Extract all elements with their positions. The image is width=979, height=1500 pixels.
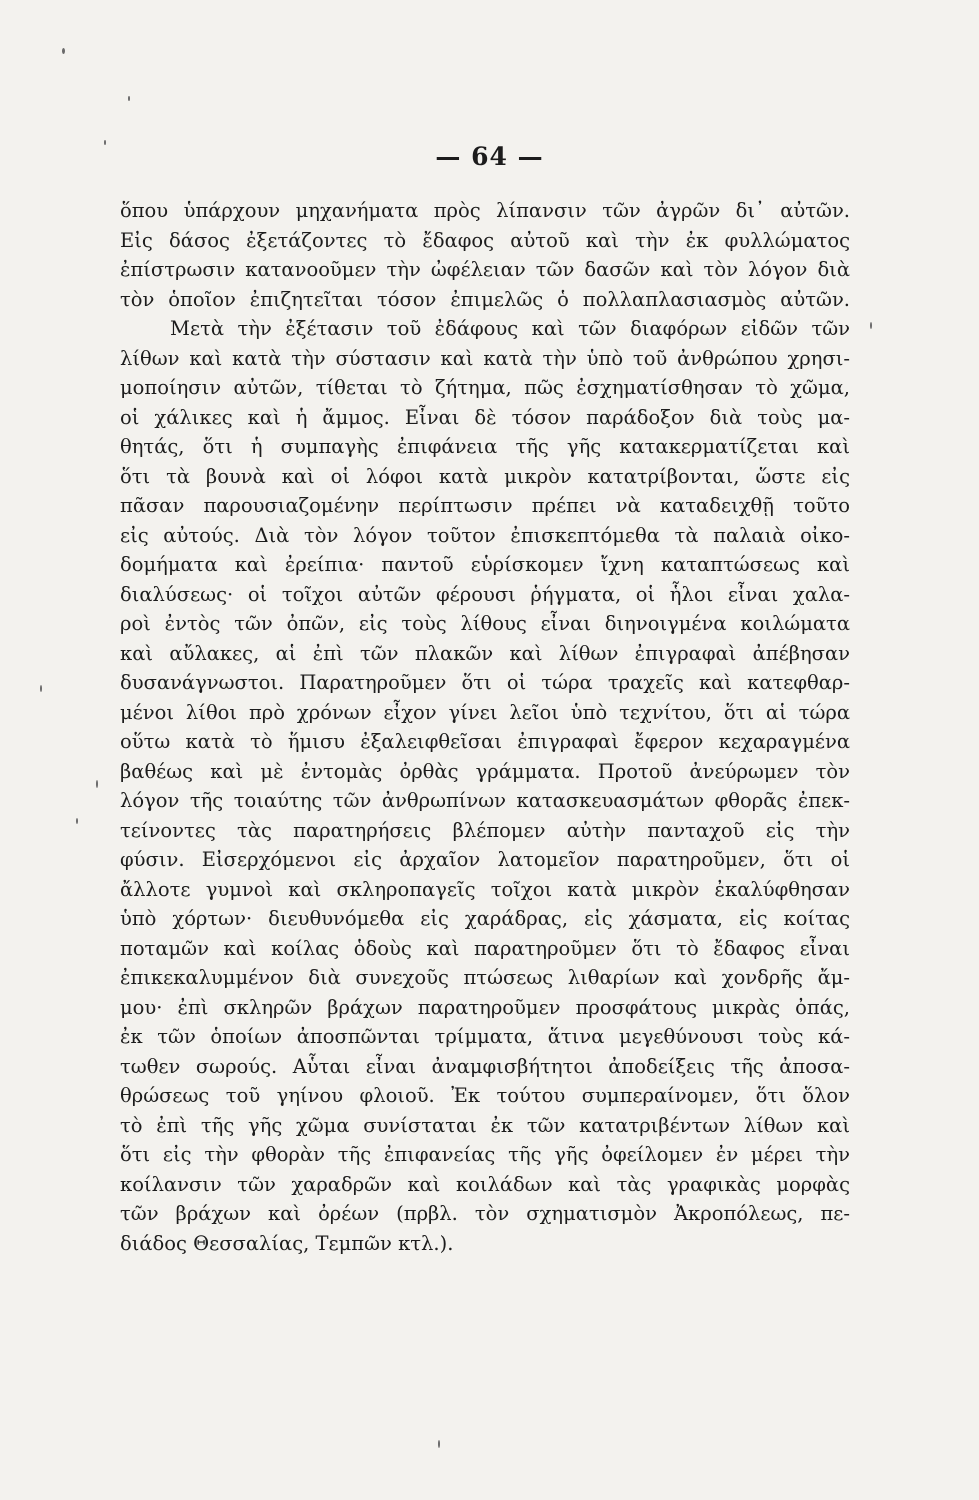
text-line: δομήματα καὶ ἐρείπια· παντοῦ εὑρίσκομεν ἴχνη καταπτώσεως καὶ [120, 553, 850, 576]
text-line: καὶ αὔλακες, αἱ ἐπὶ τῶν πλακῶν καὶ λίθων ἐπιγραφαὶ ἀπέβησαν [120, 641, 850, 665]
text-line: κοίλανσιν τῶν χαραδρῶν καὶ κοιλάδων καὶ τὰς γραφικὰς μορφὰς [120, 1172, 850, 1196]
text-line: λόγον τῆς τοιαύτης τῶν ἀνθρωπίνων κατασκευασμάτων φθορᾶς ἐπεκ- [120, 789, 850, 812]
text-line: μου· ἐπὶ σκληρῶν βράχων παρατηροῦμεν προσφάτους μικρὰς ὀπάς, [120, 995, 850, 1019]
text-line: Εἰς δάσος ἐξετάζοντες τὸ ἔδαφος αὐτοῦ καὶ τὴν ἐκ φυλλώματος [120, 228, 850, 252]
text-line: ποταμῶν καὶ κοίλας ὁδοὺς καὶ παρατηροῦμεν ὅτι τὸ ἔδαφος εἶναι [120, 936, 850, 960]
text-line: εἰς αὐτούς. Διὰ τὸν λόγον τοῦτον ἐπισκεπτόμεθα τὰ παλαιὰ οἰκο- [120, 523, 850, 547]
text-line: δυσανάγνωστοι. Παρατηροῦμεν ὅτι οἱ τώρα τραχεῖς καὶ κατεφθαρ- [120, 671, 850, 694]
text-line: πᾶσαν παρουσιαζομένην περίπτωσιν πρέπει νὰ καταδειχθῇ τοῦτο [120, 494, 850, 517]
text-line: ὅπου ὑπάρχουν μηχανήματα πρὸς λίπανσιν τῶν ἀγρῶν δι᾽ αὐτῶν. [120, 199, 850, 222]
text-line: ἐπίστρωσιν κατανοοῦμεν τὴν ὠφέλειαν τῶν δασῶν καὶ τὸν λόγον διὰ [120, 258, 850, 281]
text-line: οὕτω κατὰ τὸ ἥμισυ ἐξαλειφθεῖσαι ἐπιγραφαὶ ἔφερον κεχαραγμένα [120, 730, 850, 753]
text-line: ἐκ τῶν ὁποίων ἀποσπῶνται τρίμματα, ἅτινα μεγεθύνουσι τοὺς κά- [120, 1025, 850, 1048]
text-line: διαλύσεως· οἱ τοῖχοι αὐτῶν φέρουσι ῥήγματα, οἱ ἧλοι εἶναι χαλα- [120, 582, 850, 606]
text-line: Μετὰ τὴν ἐξέτασιν τοῦ ἐδάφους καὶ τῶν διαφόρων εἰδῶν τῶν [170, 317, 850, 340]
scan-speck [104, 140, 106, 145]
text-line: μοποίησιν αὐτῶν, τίθεται τὸ ζήτημα, πῶς ἐσχηματίσθησαν τὸ χῶμα, [120, 376, 850, 399]
text-line: τὸν ὁποῖον ἐπιζητεῖται τόσον ἐπιμελῶς ὁ πολλαπλασιασμὸς αὐτῶν. [120, 287, 850, 311]
scan-speck [76, 818, 78, 824]
text-line: τὸ ἐπὶ τῆς γῆς χῶμα συνίσταται ἐκ τῶν κατατριβέντων λίθων καὶ [120, 1113, 850, 1137]
scan-speck [62, 48, 65, 54]
text-line: βαθέως καὶ μὲ ἐντομὰς ὀρθὰς γράμματα. Προτοῦ ἀνεύρωμεν τὸν [120, 759, 850, 783]
scan-speck [40, 685, 42, 692]
text-line: ὑπὸ χόρτων· διευθυνόμεθα εἰς χαράδρας, εἰς χάσματα, εἰς κοίτας [120, 907, 850, 930]
text-line: τείνοντες τὰς παρατηρήσεις βλέπομεν αὐτὴν πανταχοῦ εἰς τὴν [120, 818, 850, 842]
text-line: θρώσεως τοῦ γηίνου φλοιοῦ. Ἐκ τούτου συμπεραίνομεν, ὅτι ὅλον [120, 1084, 850, 1107]
text-line: ροὶ ἐντὸς τῶν ὀπῶν, εἰς τοὺς λίθους εἶναι διηνοιγμένα κοιλώματα [120, 612, 850, 635]
text-line: οἱ χάλικες καὶ ἡ ἄμμος. Εἶναι δὲ τόσον παράδοξον διὰ τοὺς μα- [120, 405, 850, 429]
text-line: τωθεν σωρούς. Αὗται εἶναι ἀναμφισβήτητοι ἀποδείξεις τῆς ἀποσα- [120, 1054, 850, 1078]
text-line: θητάς, ὅτι ἡ συμπαγὴς ἐπιφάνεια τῆς γῆς κατακερματίζεται καὶ [120, 435, 850, 458]
text-line: διάδος Θεσσαλίας, Τεμπῶν κτλ.). [120, 1231, 454, 1255]
scan-speck [128, 96, 130, 101]
scan-speck [438, 1440, 440, 1448]
text-line: μένοι λίθοι πρὸ χρόνων εἶχον γίνει λεῖοι ὑπὸ τεχνίτου, ὅτι αἱ τώρα [120, 700, 850, 724]
text-line: ὅτι εἰς τὴν φθορὰν τῆς ἐπιφανείας τῆς γῆς ὀφείλομεν ἐν μέρει τὴν [120, 1143, 850, 1166]
text-line: ἐπικεκαλυμμένον διὰ συνεχοῦς πτώσεως λιθαρίων καὶ χονδρῆς ἄμ- [120, 966, 850, 989]
text-line: λίθων καὶ κατὰ τὴν σύστασιν καὶ κατὰ τὴν ὑπὸ τοῦ ἀνθρώπου χρησι- [120, 346, 850, 370]
text-line: ὅτι τὰ βουνὰ καὶ οἱ λόφοι κατὰ μικρὸν κατατρίβονται, ὥστε εἰς [120, 464, 850, 488]
text-line: τῶν βράχων καὶ ὀρέων (πρβλ. τὸν σχηματισμὸν Ἀκροπόλεως, πε- [120, 1202, 850, 1225]
text-line: φύσιν. Εἰσερχόμενοι εἰς ἀρχαῖον λατομεῖον παρατηροῦμεν, ὅτι οἱ [120, 848, 850, 871]
body-text [120, 196, 850, 1258]
scan-speck [96, 780, 98, 788]
scan-speck [870, 322, 872, 329]
page-number: — 64 — [435, 142, 544, 171]
text-line: ἄλλοτε γυμνοὶ καὶ σκληροπαγεῖς τοῖχοι κατὰ μικρὸν ἐκαλύφθησαν [120, 877, 850, 901]
